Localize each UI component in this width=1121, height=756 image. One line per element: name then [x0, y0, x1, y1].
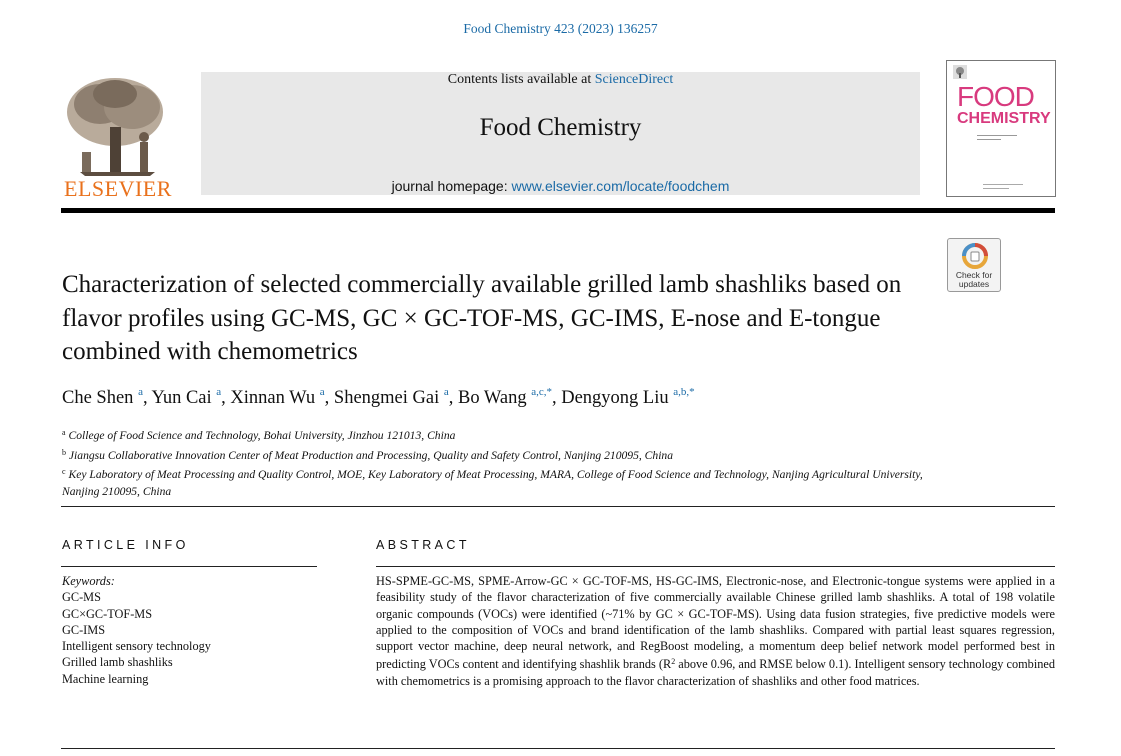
check-for-updates-button[interactable]: [947, 238, 1001, 292]
cover-footer-lines: [983, 184, 1023, 192]
keyword-item: GC-IMS: [62, 622, 106, 637]
journal-cover-thumbnail[interactable]: [946, 60, 1056, 197]
author-name[interactable]: Bo Wang: [458, 388, 527, 408]
sciencedirect-link[interactable]: ScienceDirect: [594, 72, 674, 87]
cover-food-text: FOOD: [957, 81, 1034, 112]
journal-banner: [201, 72, 920, 195]
author-affiliation-marks[interactable]: a: [319, 386, 325, 398]
author-name[interactable]: Xinnan Wu: [230, 388, 316, 408]
affiliation-bottom-rule: [61, 506, 1055, 507]
contents-line: [201, 72, 920, 88]
homepage-line: [201, 178, 920, 194]
journal-reference[interactable]: Food Chemistry 423 (2023) 136257: [463, 21, 658, 36]
affiliation-mark: b: [62, 447, 66, 457]
author-separator: ,: [142, 388, 152, 408]
affiliation-text: Jiangsu Collaborative Innovation Center of Meat Production and Processing, Quality and Safety Control, Nanjing 210095, China: [68, 448, 674, 462]
cover-chemistry-text: CHEMISTRY: [957, 110, 1051, 127]
journal-title: Food Chemistry: [479, 114, 642, 141]
affiliation-text: College of Food Science and Technology, Bohai University, Jinzhou 121013, China: [68, 429, 456, 442]
header-rule: [61, 208, 1055, 213]
contents-prefix: Contents lists available at: [447, 72, 595, 87]
keyword-item: Intelligent sensory technology: [62, 639, 211, 654]
keyword-item: GC×GC-TOF-MS: [62, 606, 153, 621]
article-title: Characterization of selected commercially available grilled lamb shashliks based on flavor profiles using GC-MS, GC × GC-TOF-MS, GC-IMS, E-nose and E-tongue combined with chemometrics: [62, 271, 902, 365]
author-affiliation-marks[interactable]: a,b,*: [673, 386, 695, 398]
author[interactable]: [458, 388, 552, 408]
affiliation-mark: c: [62, 467, 66, 476]
homepage-prefix: journal homepage:: [391, 178, 512, 194]
affiliation-item: [62, 425, 962, 445]
affiliation-list: [62, 425, 962, 500]
author-list: [62, 386, 962, 409]
author-affiliation-marks[interactable]: a: [443, 386, 449, 398]
homepage-link[interactable]: www.elsevier.com/locate/foodchem: [511, 178, 730, 194]
author-name[interactable]: Che Shen: [62, 388, 134, 408]
author[interactable]: [152, 388, 222, 408]
check-updates-label: [948, 271, 1000, 289]
check-updates-icon: [961, 242, 989, 270]
author[interactable]: [230, 388, 324, 408]
affiliation-text: Key Laboratory of Meat Processing and Quality Control, MOE, Key Laboratory of Meat Processing, MARA, College of Food Science and Technology, Nanjing Agricultural University, Nanjing 210095, China: [62, 468, 923, 498]
author-affiliation-marks[interactable]: a: [216, 386, 222, 398]
author-separator: ,: [324, 388, 334, 408]
keyword-item: GC-MS: [62, 590, 101, 605]
author-affiliation-marks[interactable]: a: [138, 386, 143, 398]
abstract-bottom-rule: [61, 748, 1055, 749]
author-separator: ,: [448, 388, 459, 408]
abstract-text-part2: above 0.96, and RMSE below 0.1). Intelligent sensory technology combined with chemometrics is a promising approach to the flavor characterization of shashliks and other food matrices.: [376, 657, 1055, 688]
author[interactable]: [334, 388, 449, 408]
article-info-heading: ARTICLE INFO: [62, 538, 189, 552]
affiliation-item: [62, 445, 962, 465]
author-separator: ,: [551, 388, 562, 408]
cover-elsevier-mini-logo: [953, 65, 967, 79]
affiliation-mark: a: [62, 428, 66, 437]
cover-editor-lines: [977, 135, 1017, 143]
keywords-label: Keywords:: [62, 574, 115, 588]
check-updates-line2: updates: [958, 279, 990, 289]
abstract-text-part1: HS-SPME-GC-MS, SPME-Arrow-GC × GC-TOF-MS, HS-GC-IMS, Electronic-nose, and Electronic-tongue systems were applied in a feasibility study of the flavor characterization of five commercially available Chinese grilled lamb shashliks. A total of 198 volatile organic compounds (VOCs) were identified (~71% by GC × GC-TOF-MS). Using data fusion strategies, five predictive models were applied to the composition of VOCs and brand identification of the lamb shashliks. Compared with partial least squares regression, support vector machine, deep neural network, and RegBoost modeling, a momentum deep belief network model performed best in predicting VOCs content and identifying shashlik brands (R: [376, 574, 1055, 672]
elsevier-wordmark[interactable]: ELSEVIER: [64, 176, 172, 201]
keywords-block: [62, 573, 322, 687]
author-name[interactable]: Yun Cai: [151, 388, 212, 408]
abstract-superscript: 2: [671, 657, 676, 667]
keyword-item: Machine learning: [62, 671, 149, 686]
check-updates-line1: Check for: [955, 270, 993, 280]
affiliation-item: [62, 464, 962, 500]
abstract-rule: [376, 566, 1055, 567]
author-separator: ,: [221, 388, 231, 408]
keyword-item: Grilled lamb shashliks: [62, 655, 173, 670]
author-name[interactable]: Dengyong Liu: [561, 388, 669, 408]
abstract-text: [376, 573, 1055, 689]
article-info-rule: [61, 566, 317, 567]
abstract-heading: ABSTRACT: [376, 538, 470, 552]
author-name[interactable]: Shengmei Gai: [333, 388, 440, 408]
author[interactable]: [62, 388, 143, 408]
author-affiliation-marks[interactable]: a,c,*: [531, 386, 552, 398]
author[interactable]: [561, 388, 694, 408]
